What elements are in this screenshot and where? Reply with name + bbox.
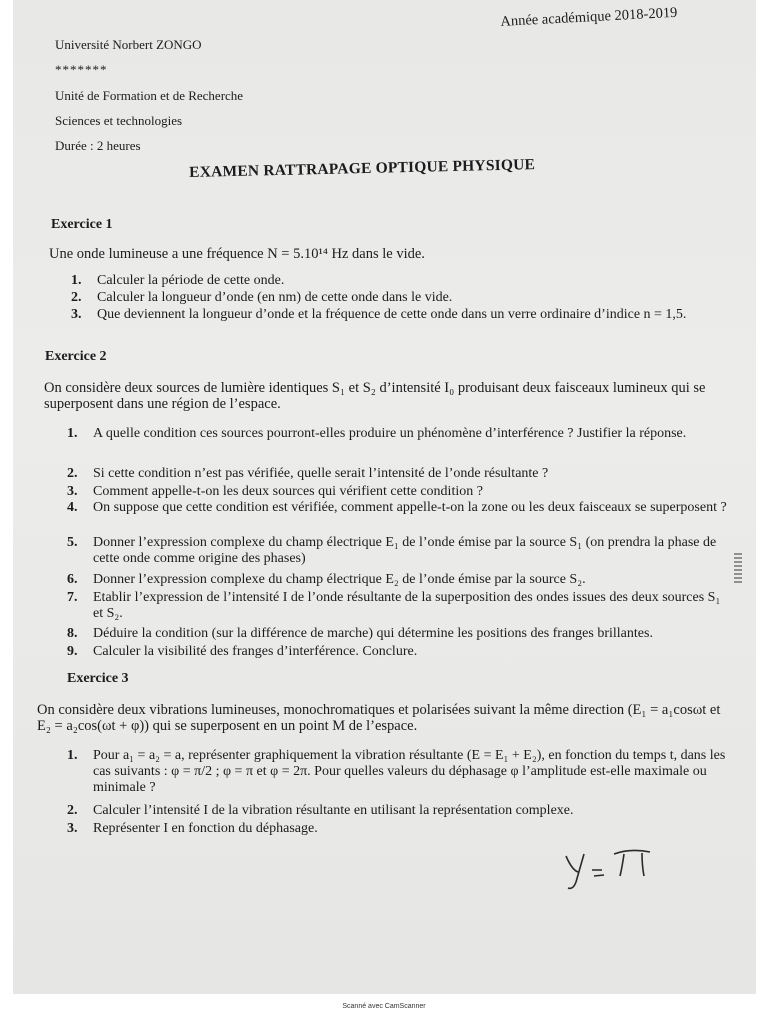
handwritten-note	[558, 840, 668, 900]
item-text: Calculer l’intensité I de la vibration résultante en utilisant la représentation complexe.	[93, 803, 574, 818]
item-number: 1.	[67, 748, 78, 763]
scan-artifact	[734, 553, 742, 585]
item-text: Déduire la condition (sur la différence de marche) qui détermine les positions des franges brillantes.	[93, 626, 653, 641]
academic-year: Année académique 2018-2019	[500, 4, 678, 30]
exercise-3-title: Exercice 3	[67, 671, 129, 686]
item-number: 4.	[67, 500, 78, 515]
department-name: Sciences et technologies	[55, 113, 183, 128]
exam-title: EXAMEN RATTRAPAGE OPTIQUE PHYSIQUE	[189, 156, 536, 181]
item-text: Calculer la visibilité des franges d’interférence. Conclure.	[93, 644, 418, 659]
unit-name: Unité de Formation et de Recherche	[55, 88, 244, 103]
exercise-2-title: Exercice 2	[45, 349, 107, 364]
item-text: On suppose que cette condition est vérifiée, comment appelle-t-on la zone ou les deux faisceaux se superposent ?	[93, 500, 727, 515]
scanner-watermark: Scanné avec CamScanner	[342, 1003, 426, 1010]
item-number: 3.	[71, 307, 82, 322]
item-number: 2.	[67, 803, 78, 818]
item-number: 5.	[67, 535, 78, 550]
item-number: 7.	[67, 590, 78, 605]
item-number: 8.	[67, 626, 78, 641]
item-text: A quelle condition ces sources pourront-elles produire un phénomène d’interférence ? Justifier la réponse.	[93, 426, 687, 441]
item-text: Donner l’expression complexe du champ électrique E₂ de l’onde émise par la source S₂.	[93, 572, 586, 587]
item-text: Comment appelle-t-on les deux sources qui vérifient cette condition ?	[93, 484, 483, 499]
item-text: Si cette condition n’est pas vérifiée, quelle serait l’intensité de l’onde résultante ?	[93, 466, 549, 481]
separator-stars: *******	[55, 62, 108, 77]
item-number: 9.	[67, 644, 78, 659]
handwritten-text: y = π	[558, 840, 561, 841]
item-number: 1.	[71, 273, 82, 288]
item-number: 3.	[67, 821, 78, 836]
item-number: 1.	[67, 426, 78, 441]
item-number: 2.	[67, 466, 78, 481]
item-text: Calculer la longueur d’onde (en nm) de cette onde dans le vide.	[97, 290, 453, 305]
exam-sheet	[13, 0, 756, 994]
exercise-3-intro: On considère deux vibrations lumineuses, monochromatiques et polarisées suivant la même direction (E₁ = a₁cosωt et E₂ = a₂cos(ωt + φ)) qui se superposent en un point M de l’espace.	[37, 702, 721, 734]
item-text: Etablir l’expression de l’intensité I de l’onde résultante de la superposition des ondes issues des deux sources S₁ et S₂.	[93, 590, 721, 621]
exercise-1-title: Exercice 1	[51, 217, 113, 232]
item-text: Donner l’expression complexe du champ électrique E₁ de l’onde émise par la source S₁ (on prendra la phase de cette onde comme origine des phases)	[93, 535, 717, 566]
item-text: Calculer la période de cette onde.	[97, 273, 285, 288]
exercise-1-intro: Une onde lumineuse a une fréquence N = 5.10¹⁴ Hz dans le vide.	[49, 246, 425, 262]
exercise-2-intro: On considère deux sources de lumière identiques S₁ et S₂ d’intensité I₀ produisant deux faisceaux lumineux qui se superposent dans une région de l’espace.	[44, 380, 706, 412]
item-number: 6.	[67, 572, 78, 587]
item-text: Pour a₁ = a₂ = a, représenter graphiquement la vibration résultante (E = E₁ + E₂), en fonction du temps t, dans les cas suivants : φ = π/2 ; φ = π et φ = 2π. Pour quelles valeurs du déphasage φ l’amplitude est-elle maximale ou minimale ?	[93, 748, 726, 795]
item-text: Que deviennent la longueur d’onde et la fréquence de cette onde dans un verre ordinaire d’indice n = 1,5.	[97, 307, 687, 322]
item-number: 3.	[67, 484, 78, 499]
university-name: Université Norbert ZONGO	[55, 37, 202, 52]
item-text: Représenter I en fonction du déphasage.	[93, 821, 318, 836]
exam-duration: Durée : 2 heures	[55, 138, 141, 153]
item-number: 2.	[71, 290, 82, 305]
